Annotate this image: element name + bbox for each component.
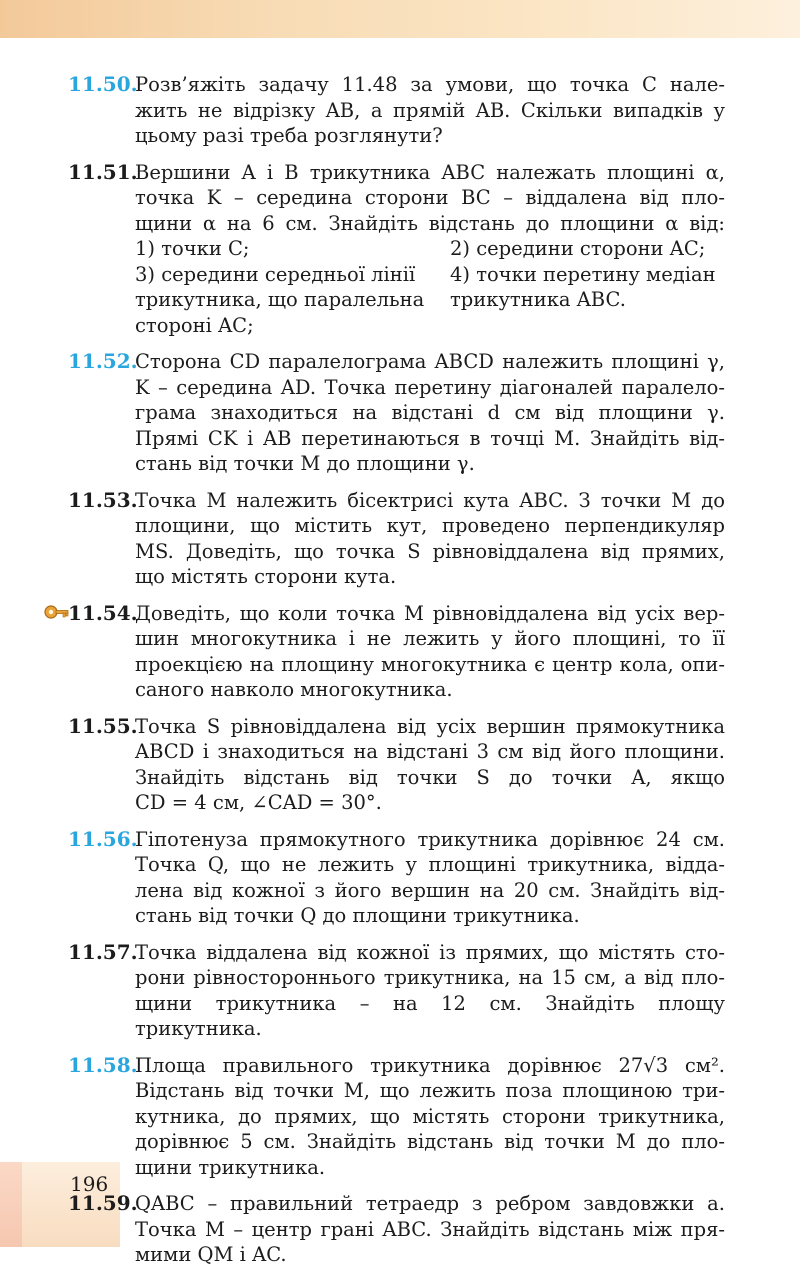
problem-line: грама знаходиться на відстані d см від площини γ.	[135, 401, 725, 424]
problem-item	[0, 1053, 800, 1181]
problem-line: лена від кожної з його вершин на 20 см. Знайдіть від-	[135, 878, 725, 902]
problem-line: ABCD і знаходиться на відстані 3 см від його площини.	[135, 740, 725, 763]
problem-text	[135, 1053, 725, 1181]
problem-line: Точка Q, що не лежить у площині трикутника, відда-	[135, 853, 725, 876]
problem-item	[0, 349, 800, 477]
page-number: 196	[70, 1172, 109, 1196]
sub-item-3-line: трикутника, що паралельна	[135, 288, 425, 311]
problem-item	[0, 940, 800, 1042]
problem-number: 11.58.	[68, 1052, 138, 1077]
problem-item	[0, 160, 800, 339]
problem-line: Відстань від точки M, що лежить поза площиною три-	[135, 1079, 725, 1102]
top-decorative-band	[0, 0, 800, 38]
problem-line: Розв’яжіть задачу 11.48 за умови, що точка C нале-	[135, 73, 725, 96]
problem-line: K – середина AD. Точка перетину діагоналей паралело-	[135, 375, 725, 399]
problem-text	[135, 488, 725, 590]
problem-number: 11.51.	[68, 159, 138, 184]
problem-line: саного навколо многокутника.	[135, 678, 453, 701]
problem-number: 11.50.	[68, 72, 138, 96]
problem-line: Знайдіть відстань від точки S до точки A, якщо	[135, 765, 725, 789]
problem-text	[135, 349, 725, 477]
problem-line: Прямі CK і AB перетинаються в точці M. Знайдіть від-	[135, 426, 725, 450]
problem-line: площини, що містить кут, проведено перпендикуляр	[135, 514, 725, 537]
problem-list	[0, 72, 800, 1279]
problem-line: шин многокутника і не лежить у його площині, то її	[135, 627, 725, 650]
sub-item-3-line: 3) середини середньої лінії	[135, 262, 416, 286]
problem-line: Точка M належить бісектрисі кута ABC. З точки M до	[135, 488, 725, 512]
problem-number: 11.52.	[68, 349, 138, 373]
problem-line: MS. Доведіть, що точка S рівновіддалена від прямих,	[135, 539, 725, 563]
problem-line: Гіпотенуза прямокутного трикутника дорівнює 24 см.	[135, 827, 725, 851]
sub-item-4-line: трикутника ABC.	[450, 288, 626, 311]
problem-item	[0, 72, 800, 149]
problem-line: Точка віддалена від кожної із прямих, що містять сто-	[135, 940, 725, 964]
problem-line: Сторона CD паралелограма ABCD належить площині γ,	[135, 350, 725, 373]
problem-text	[135, 827, 725, 929]
problem-line: щини α на 6 см. Знайдіть відстань до площини α від:	[135, 211, 725, 235]
sub-items-grid	[135, 236, 725, 338]
problem-text	[135, 714, 725, 816]
problem-item	[0, 601, 800, 703]
problem-line: проекцією на площину многокутника є центр кола, опи-	[135, 652, 725, 676]
problem-line: стань від точки Q до площини трикутника.	[135, 904, 580, 927]
problem-number: 11.56.	[68, 826, 138, 851]
problem-line: жить не відрізку AB, а прямій AB. Скільки випадків у	[135, 98, 725, 122]
problem-line: CD = 4 см, ∠CAD = 30°.	[135, 791, 382, 814]
problem-item	[0, 827, 800, 929]
problem-line: Точка S рівновіддалена від усіх вершин прямокутника	[135, 714, 725, 738]
problem-line: стань від точки M до площини γ.	[135, 452, 475, 475]
problem-text	[135, 601, 725, 703]
sub-item-4	[450, 262, 725, 339]
problem-line: щини трикутника.	[135, 1155, 326, 1179]
sub-item-1: 1) точки C;	[135, 237, 250, 260]
problem-line: Площа правильного трикутника дорівнює 27√3 см².	[135, 1053, 725, 1077]
problem-line: рони рівностороннього трикутника, на 15 см, а від пло-	[135, 966, 725, 989]
sub-item-2: 2) середини сторони AC;	[450, 237, 706, 260]
problem-text	[135, 1191, 725, 1268]
problem-item	[0, 1191, 800, 1268]
problem-text	[135, 160, 725, 237]
problem-line: мими QM і AC.	[135, 1243, 287, 1266]
problem-line: QABC – правильний тетраедр з ребром завдовжки a.	[135, 1192, 725, 1215]
sub-item-3	[135, 262, 450, 339]
problem-line: що містять сторони кута.	[135, 565, 397, 588]
problem-text	[135, 72, 725, 149]
problem-line: Доведіть, що коли точка M рівновіддалена від усіх вер-	[135, 601, 725, 625]
key-icon	[44, 603, 70, 621]
problem-number: 11.55.	[68, 713, 138, 738]
problem-line: цьому разі треба розглянути?	[135, 124, 443, 147]
sub-item-4-line: 4) точки перетину медіан	[450, 262, 716, 286]
problem-item	[0, 714, 800, 816]
problem-number: 11.53.	[68, 487, 138, 512]
problem-number: 11.59.	[68, 1191, 138, 1215]
sub-item-3-line: стороні AC;	[135, 313, 254, 337]
problem-line: точка K – середина сторони BC – віддалена від пло-	[135, 186, 725, 209]
problem-item	[0, 488, 800, 590]
problem-text	[135, 940, 725, 1042]
problem-number: 11.57.	[68, 939, 138, 964]
problem-line: Точка M – центр грані ABC. Знайдіть відстань між пря-	[135, 1217, 725, 1241]
problem-line: кутника, до прямих, що містять сторони трикутника,	[135, 1104, 725, 1128]
problem-line: щини трикутника – на 12 см. Знайдіть площу трикутника.	[135, 991, 725, 1040]
problem-number: 11.54.	[68, 600, 138, 625]
problem-line: Вершини A і B трикутника ABC належать площині α,	[135, 160, 725, 184]
problem-line: дорівнює 5 см. Знайдіть відстань від точки M до пло-	[135, 1130, 725, 1153]
